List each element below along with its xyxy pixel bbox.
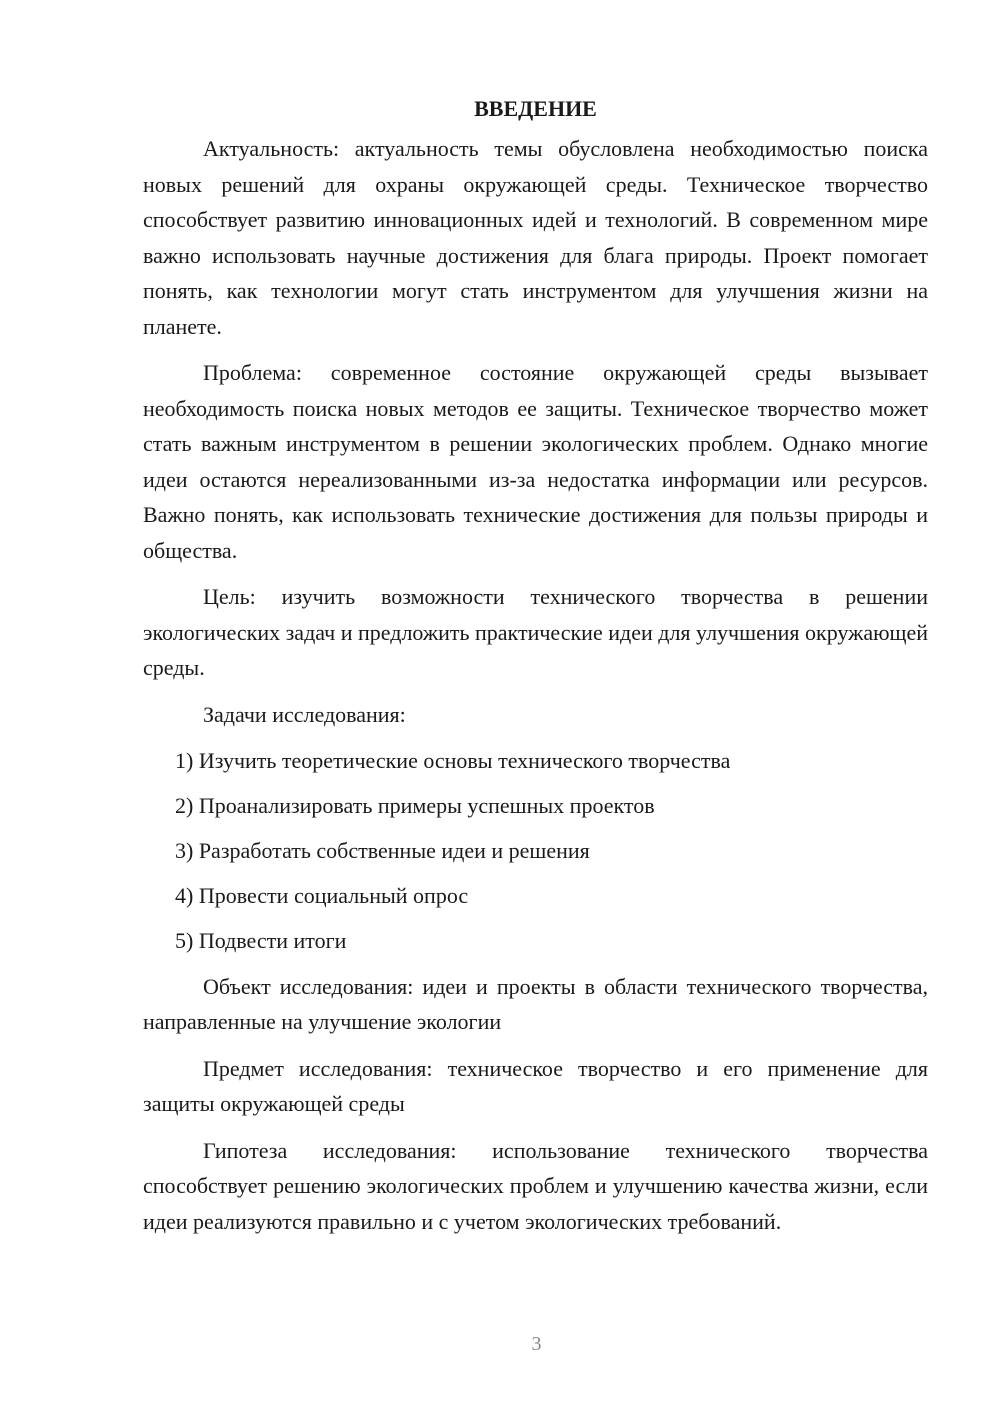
subject-paragraph: Предмет исследования: техническое творчество и его применение для защиты окружающей среды: [143, 1055, 928, 1116]
problem-paragraph: Проблема: современное состояние окружающей среды вызывает необходимость поиска новых методов ее защиты. Техническое творчество может стать важным инструментом в решении экологических проблем. Однако многие идеи остаются нереализованными из-за недостатка информации или ресурсов. Важно понять, как использовать технические достижения для пользы природы и общества.: [143, 360, 928, 563]
document-page: [143, 92, 928, 1250]
relevance-paragraph: Актуальность: актуальность темы обусловлена необходимостью поиска новых решений для охраны окружающей среды. Техническое творчество способствует развитию инновационных идей и технологий. В современном мире важно использовать научные достижения для блага природы. Проект помогает понять, как технологии могут стать инструментом для улучшения жизни на планете.: [143, 136, 928, 339]
task-item: 3) Разработать собственные идеи и решения: [175, 838, 590, 863]
task-item: 1) Изучить теоретические основы технического творчества: [175, 748, 731, 773]
goal-paragraph: Цель: изучить возможности технического творчества в решении экологических задач и предложить практические идеи для улучшения окружающей среды.: [143, 584, 928, 680]
section-heading: ВВЕДЕНИЕ: [474, 96, 597, 121]
task-item: 5) Подвести итоги: [175, 928, 347, 953]
page-number: 3: [531, 1333, 542, 1355]
tasks-list: [143, 743, 928, 959]
tasks-title: Задачи исследования:: [203, 701, 406, 727]
object-paragraph: Объект исследования: идеи и проекты в области технического творчества, направленные на улучшение экологии: [143, 973, 928, 1034]
task-item: 2) Проанализировать примеры успешных проектов: [175, 793, 655, 818]
task-item: 4) Провести социальный опрос: [175, 883, 469, 908]
hypothesis-paragraph: Гипотеза исследования: использование технического творчества способствует решению экологических проблем и улучшению качества жизни, если идеи реализуются правильно и с учетом экологических требований.: [143, 1137, 928, 1234]
